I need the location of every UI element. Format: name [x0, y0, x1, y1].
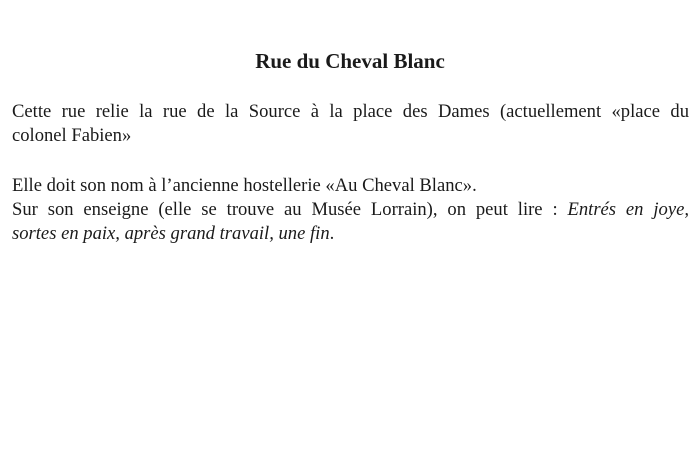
page-title: Rue du Cheval Blanc	[255, 49, 445, 73]
paragraph-line: Cette rue relie la rue de la Source à la place des Dames (actuellement «place du	[12, 101, 689, 122]
paragraph-sign-inscription	[12, 198, 689, 246]
paragraph-line	[12, 222, 689, 246]
paragraph-line: colonel Fabien»	[12, 125, 132, 146]
paragraph-street-description	[12, 100, 689, 148]
paragraph-line	[12, 198, 689, 222]
inscription-quote-start: Entrés en joye,	[567, 199, 689, 220]
inscription-quote-end: sortes en paix, après grand travail, une fin	[12, 223, 330, 244]
inscription-intro-text: Sur son enseigne (elle se trouve au Musée Lorrain), on peut lire :	[12, 199, 568, 220]
inscription-period: .	[329, 223, 335, 244]
paragraph-name-origin: Elle doit son nom à l’ancienne hostellerie «Au Cheval Blanc».	[12, 175, 477, 196]
